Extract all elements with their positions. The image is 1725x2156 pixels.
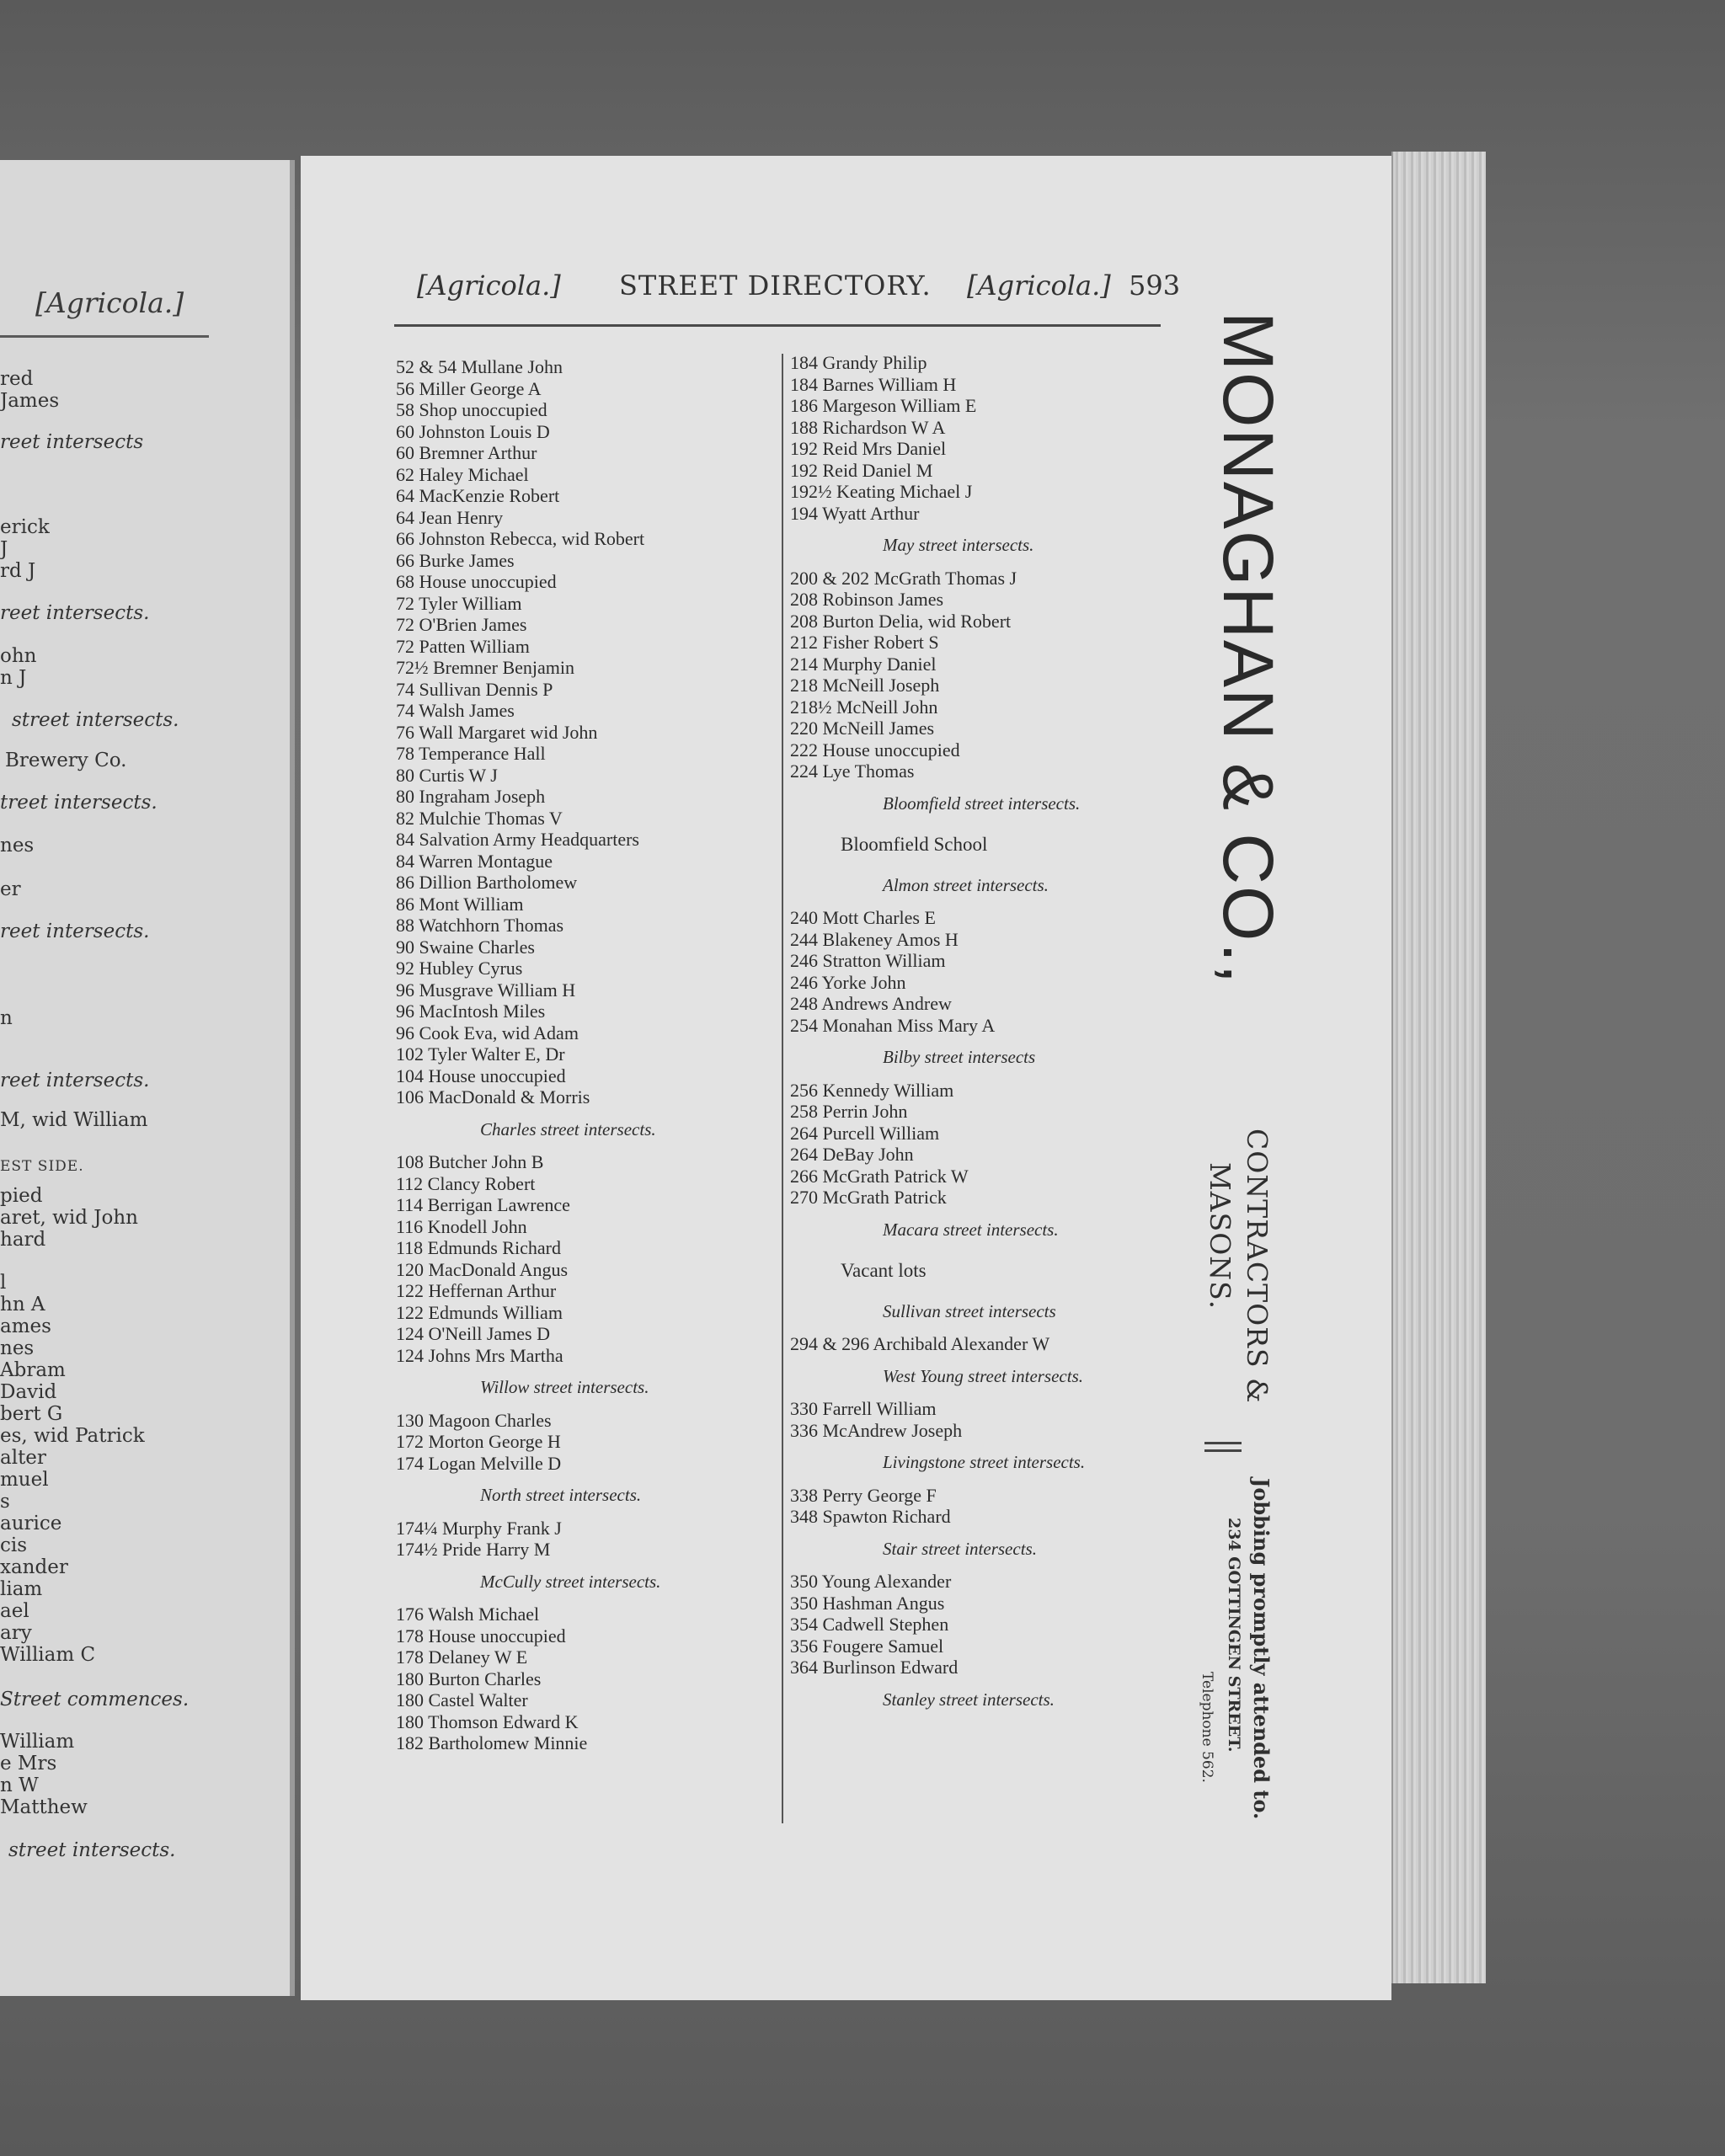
directory-entry: 188 Richardson W A	[790, 416, 946, 438]
left-page-fragment: n W	[0, 1774, 39, 1796]
street-intersection: Macara street intersects.	[883, 1219, 1059, 1240]
left-page-fragment: l	[0, 1272, 7, 1294]
left-page-fragment: ohn	[0, 645, 37, 667]
left-page-fragment: nes	[0, 835, 35, 857]
left-page-fragment: cis	[0, 1534, 28, 1556]
street-intersection: Bloomfield street intersects.	[883, 792, 1081, 814]
directory-entry: 102 Tyler Walter E, Dr	[396, 1043, 565, 1065]
left-page-fragment: William C	[0, 1644, 96, 1666]
directory-entry: 80 Curtis W J	[396, 764, 498, 786]
directory-entry: 294 & 296 Archibald Alexander W	[790, 1333, 1050, 1354]
directory-entry: 348 Spawton Richard	[790, 1506, 951, 1527]
directory-entry: 254 Monahan Miss Mary A	[790, 1014, 996, 1036]
directory-entry: 240 Mott Charles E	[790, 907, 936, 928]
directory-entry: 96 MacIntosh Miles	[396, 1001, 546, 1022]
street-intersection: Charles street intersects.	[480, 1118, 656, 1139]
left-page-fragment: Matthew	[0, 1796, 88, 1818]
left-page-fragment: erick	[0, 516, 50, 538]
left-page-fragment: Brewery Co.	[5, 750, 127, 771]
left-page-fragment: aret, wid John	[0, 1207, 138, 1229]
left-page-fragment: reet intersects	[0, 431, 144, 453]
directory-entry: 64 Jean Henry	[396, 506, 504, 528]
directory-entry: 72 O'Brien James	[396, 614, 527, 635]
street-intersection: West Young street intersects.	[883, 1365, 1084, 1386]
directory-entry: 330 Farrell William	[790, 1398, 937, 1419]
directory-entry: 266 McGrath Patrick W	[790, 1165, 969, 1187]
left-page-fragment: treet intersects.	[0, 792, 158, 814]
page-number: 593	[1129, 270, 1181, 302]
directory-entry: 180 Thomson Edward K	[396, 1710, 579, 1732]
directory-note: Bloomfield School	[841, 834, 988, 855]
directory-entry: 178 House unoccupied	[396, 1625, 566, 1646]
directory-entry: 192 Reid Daniel M	[790, 459, 933, 481]
left-page-fragment: n	[0, 1007, 13, 1029]
left-page-fragment: e Mrs	[0, 1753, 57, 1774]
directory-entry: 214 Murphy Daniel	[790, 653, 937, 675]
directory-entry: 130 Magoon Charles	[396, 1409, 552, 1431]
directory-entry: 180 Castel Walter	[396, 1689, 528, 1710]
directory-entry: 178 Delaney W E	[396, 1646, 528, 1668]
street-intersection: Stanley street intersects.	[883, 1689, 1055, 1710]
directory-entry: 60 Johnston Louis D	[396, 420, 550, 442]
directory-entry: 208 Robinson James	[790, 589, 944, 610]
running-head-right: [Agricola.]	[967, 270, 1111, 302]
left-page-fragment: reet intersects.	[0, 602, 150, 624]
directory-entry: 246 Yorke John	[790, 971, 906, 993]
directory-entry: 174 Logan Melville D	[396, 1452, 562, 1474]
directory-entry: 74 Sullivan Dennis P	[396, 678, 553, 700]
ad-masons: MASONS.	[1204, 1162, 1236, 1310]
directory-entry: 354 Cadwell Stephen	[790, 1614, 949, 1635]
directory-entry: 186 Margeson William E	[790, 395, 977, 416]
street-intersection: McCully street intersects.	[480, 1571, 661, 1592]
directory-entry: 86 Mont William	[396, 893, 524, 915]
left-page	[0, 160, 295, 1996]
directory-entry: 84 Salvation Army Headquarters	[396, 829, 639, 850]
running-head-left: [Agricola.]	[417, 270, 561, 302]
directory-entry: 108 Butcher John B	[396, 1151, 544, 1172]
directory-entry: 174½ Pride Harry M	[396, 1539, 551, 1560]
directory-entry: 52 & 54 Mullane John	[396, 356, 563, 377]
directory-entry: 90 Swaine Charles	[396, 936, 535, 958]
directory-entry: 208 Burton Delia, wid Robert	[790, 610, 1012, 632]
directory-entry: 82 Mulchie Thomas V	[396, 807, 563, 829]
left-page-fragment: Abram	[0, 1359, 66, 1381]
directory-entry: 84 Warren Montague	[396, 850, 553, 872]
left-page-fragment: Street commences.	[0, 1689, 190, 1710]
left-page-fragment: M, wid William	[0, 1109, 148, 1131]
directory-entry: 118 Edmunds Richard	[396, 1237, 561, 1258]
directory-entry: 106 MacDonald & Morris	[396, 1086, 590, 1107]
street-intersection: Bilby street intersects	[883, 1047, 1036, 1067]
left-page-fragment: ames	[0, 1315, 51, 1337]
left-page-fragment: street intersects.	[12, 709, 179, 731]
left-page-fragment: s	[0, 1491, 10, 1513]
directory-entry: 112 Clancy Robert	[396, 1172, 536, 1194]
left-page-fragment: William	[0, 1731, 75, 1753]
left-page-fragment: James	[0, 390, 60, 412]
directory-entry: 350 Hashman Angus	[790, 1592, 945, 1614]
left-page-fragment: xander	[0, 1556, 68, 1578]
directory-entry: 224 Lye Thomas	[790, 760, 915, 782]
left-page-fragment: muel	[0, 1469, 49, 1491]
directory-entry: 244 Blakeney Amos H	[790, 928, 959, 950]
directory-entry: 350 Young Alexander	[790, 1571, 952, 1592]
left-page-fragment: EST SIDE.	[0, 1158, 84, 1175]
left-page-fragment: alter	[0, 1447, 46, 1469]
directory-entry: 72 Tyler William	[396, 592, 522, 614]
directory-entry: 74 Walsh James	[396, 700, 515, 721]
ad-telephone: Telephone 562.	[1199, 1672, 1215, 1783]
directory-entry: 200 & 202 McGrath Thomas J	[790, 567, 1017, 589]
left-page-fragment: ary	[0, 1622, 32, 1644]
directory-entry: 184 Barnes William H	[790, 373, 957, 395]
street-intersection: Almon street intersects.	[883, 874, 1049, 895]
left-page-header: [Agricola.]	[35, 286, 184, 319]
directory-entry: 356 Fougere Samuel	[790, 1635, 944, 1657]
directory-entry: 56 Miller George A	[396, 377, 542, 399]
column-divider	[782, 354, 783, 1823]
left-page-fragment: liam	[0, 1578, 43, 1600]
directory-note: Vacant lots	[841, 1260, 927, 1281]
directory-entry: 192 Reid Mrs Daniel	[790, 438, 947, 459]
directory-entry: 182 Bartholomew Minnie	[396, 1732, 588, 1753]
left-page-fragment: aurice	[0, 1513, 62, 1534]
left-header-rule	[0, 335, 209, 338]
directory-entry: 78 Temperance Hall	[396, 743, 546, 764]
left-page-fragment: hard	[0, 1229, 46, 1251]
left-page-fragment: J	[0, 538, 8, 560]
directory-entry: 116 Knodell John	[396, 1215, 527, 1237]
directory-entry: 124 Johns Mrs Martha	[396, 1344, 563, 1366]
left-page-fragment: street intersects.	[8, 1839, 176, 1861]
directory-entry: 86 Dillion Bartholomew	[396, 872, 578, 893]
page-edge	[1391, 152, 1486, 1983]
directory-entry: 270 McGrath Patrick	[790, 1187, 947, 1208]
ad-company-name: MONAGHAN & CO.,	[1209, 312, 1288, 986]
directory-entry: 124 O'Neill James D	[396, 1323, 550, 1344]
directory-entry: 66 Johnston Rebecca, wid Robert	[396, 528, 645, 549]
directory-entry: 92 Hubley Cyrus	[396, 958, 523, 979]
left-page-fragment: reet intersects.	[0, 921, 150, 942]
directory-entry: 336 McAndrew Joseph	[790, 1419, 963, 1441]
directory-entry: 364 Burlinson Edward	[790, 1657, 959, 1678]
street-intersection: Willow street intersects.	[480, 1377, 649, 1397]
directory-entry: 96 Cook Eva, wid Adam	[396, 1022, 579, 1043]
street-intersection: May street intersects.	[883, 535, 1034, 555]
running-head-title: STREET DIRECTORY.	[619, 270, 932, 302]
ad-divider	[1204, 1442, 1242, 1452]
directory-entry: 62 Haley Michael	[396, 463, 529, 485]
directory-entry: 122 Heffernan Arthur	[396, 1280, 557, 1301]
directory-entry: 114 Berrigan Lawrence	[396, 1194, 570, 1215]
directory-entry: 256 Kennedy William	[790, 1079, 954, 1101]
directory-column-2	[790, 352, 1178, 1721]
directory-entry: 194 Wyatt Arthur	[790, 502, 920, 524]
directory-entry: 218 McNeill Joseph	[790, 675, 940, 696]
directory-entry: 264 Purcell William	[790, 1122, 940, 1144]
directory-entry: 72 Patten William	[396, 635, 530, 657]
left-page-fragment: reet intersects.	[0, 1070, 150, 1091]
directory-entry: 246 Stratton William	[790, 950, 946, 971]
left-page-fragment: er	[0, 878, 21, 900]
directory-entry: 220 McNeill James	[790, 718, 935, 739]
left-page-fragment: pied	[0, 1185, 43, 1207]
directory-entry: 248 Andrews Andrew	[790, 993, 952, 1014]
ad-contractors: CONTRACTORS &	[1241, 1129, 1274, 1404]
directory-entry: 264 DeBay John	[790, 1144, 914, 1165]
left-page-fragment: red	[0, 368, 34, 390]
left-page-fragment: rd J	[0, 560, 36, 582]
directory-entry: 66 Burke James	[396, 549, 515, 571]
directory-entry: 96 Musgrave William H	[396, 979, 576, 1001]
directory-entry: 88 Watchhorn Thomas	[396, 915, 564, 936]
directory-entry: 258 Perrin John	[790, 1101, 908, 1122]
left-page-fragment: bert G	[0, 1403, 63, 1425]
directory-entry: 176 Walsh Michael	[396, 1604, 540, 1625]
directory-entry: 72½ Bremner Benjamin	[396, 657, 575, 678]
left-page-fragment: ael	[0, 1600, 29, 1622]
ad-address: 234 GOTTINGEN STREET.	[1225, 1518, 1243, 1753]
directory-entry: 60 Bremner Arthur	[396, 442, 537, 463]
directory-entry: 172 Morton George H	[396, 1431, 561, 1452]
directory-entry: 174¼ Murphy Frank J	[396, 1517, 562, 1539]
directory-entry: 212 Fisher Robert S	[790, 632, 939, 653]
left-page-fragment: David	[0, 1381, 57, 1403]
directory-entry: 120 MacDonald Angus	[396, 1258, 569, 1280]
directory-entry: 64 MacKenzie Robert	[396, 485, 560, 506]
directory-entry: 68 House unoccupied	[396, 571, 557, 592]
directory-entry: 218½ McNeill John	[790, 696, 938, 718]
left-page-fragment: n J	[0, 667, 27, 689]
street-intersection: Sullivan street intersects	[883, 1300, 1056, 1321]
directory-entry: 80 Ingraham Joseph	[396, 786, 546, 807]
street-intersection: Livingstone street intersects.	[883, 1452, 1086, 1472]
header-rule	[394, 324, 1161, 327]
directory-entry: 180 Burton Charles	[396, 1668, 542, 1689]
ad-jobbing: Jobbing promptly attended to.	[1249, 1478, 1274, 1820]
directory-entry: 58 Shop unoccupied	[396, 399, 547, 420]
directory-entry: 192½ Keating Michael J	[790, 481, 973, 502]
directory-entry: 76 Wall Margaret wid John	[396, 721, 598, 743]
directory-entry: 122 Edmunds William	[396, 1301, 563, 1323]
directory-entry: 338 Perry George F	[790, 1484, 937, 1506]
left-page-fragment: hn A	[0, 1294, 45, 1315]
street-intersection: Stair street intersects.	[883, 1538, 1037, 1559]
directory-column-1	[396, 356, 792, 1754]
directory-entry: 104 House unoccupied	[396, 1065, 566, 1086]
directory-entry: 184 Grandy Philip	[790, 352, 927, 373]
directory-entry: 222 House unoccupied	[790, 739, 960, 760]
left-page-fragment: es, wid Patrick	[0, 1425, 145, 1447]
street-intersection: North street intersects.	[480, 1485, 642, 1505]
left-page-fragment: nes	[0, 1337, 35, 1359]
